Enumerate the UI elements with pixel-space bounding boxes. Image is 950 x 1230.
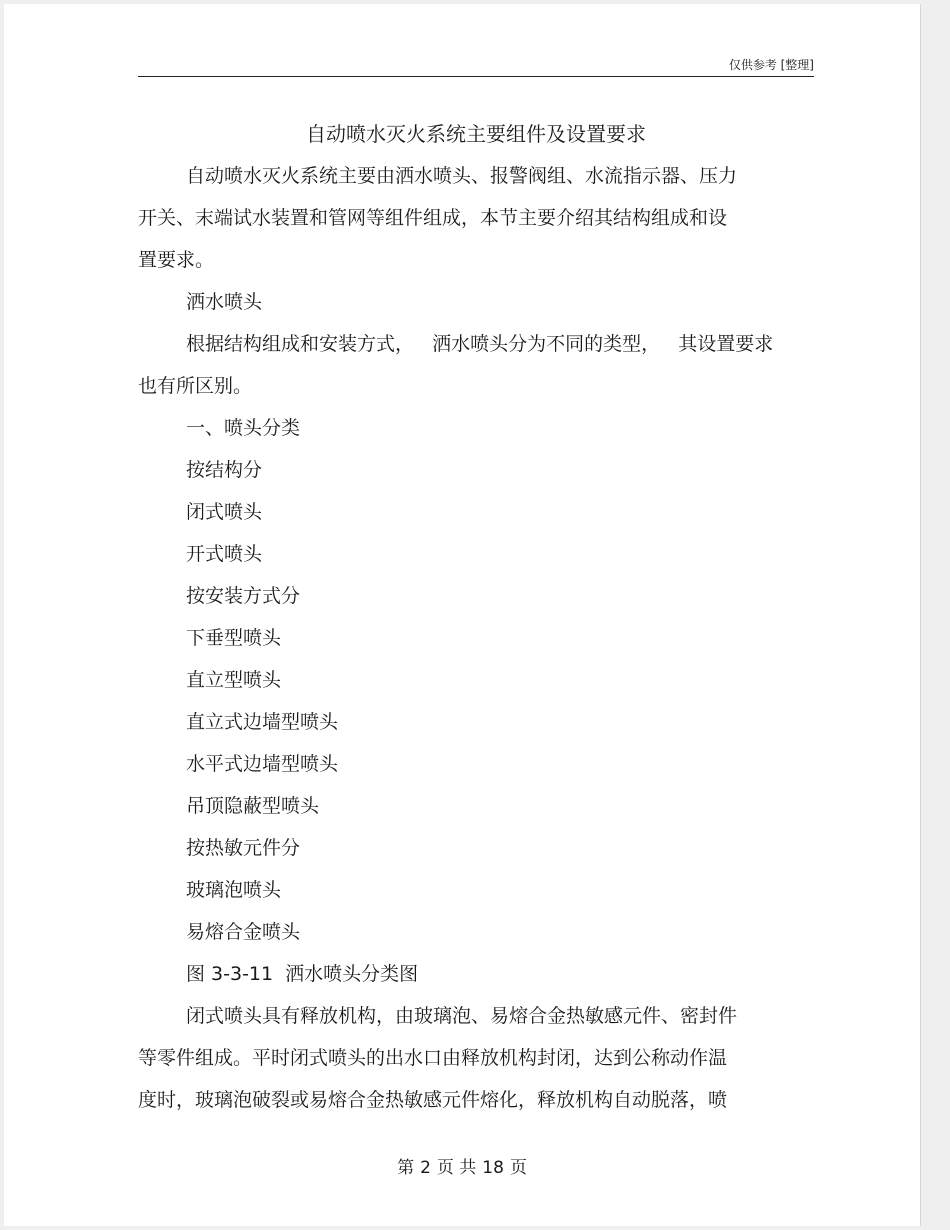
text-line: 玻璃泡喷头 [186,879,282,901]
text-line: 开式喷头 [186,543,263,565]
text-line: 闭式喷头 [186,501,263,523]
document-page [4,4,921,1226]
footer-page-number: 2 [420,1158,431,1178]
text-line: 闭式喷头具有释放机构，由玻璃泡、易熔合金热敏感元件、密封件 [186,1005,738,1027]
text-line: 易熔合金喷头 [186,921,301,943]
document-title: 自动喷水灭火系统主要组件及设置要求 [306,122,646,146]
text-line: 洒水喷头 [186,291,263,313]
footer-suffix: 页 [509,1158,527,1178]
text-line: 直立型喷头 [186,669,282,691]
text-line: 等零件组成。平时闭式喷头的出水口由释放机构封闭，达到公称动作温 [138,1047,728,1069]
text-line: 按结构分 [186,459,263,481]
text-line: 置要求。 [138,249,215,271]
text-line: 吊顶隐蔽型喷头 [186,795,320,817]
page-footer [4,1156,920,1180]
text-line: 开关、末端试水装置和管网等组件组成，本节主要介绍其结构组成和设 [138,207,728,229]
text-line: 按安装方式分 [186,585,301,607]
header-note: 仅供参考 [整理] [728,58,814,72]
text-line: 也有所区别。 [138,375,253,397]
text-line: 根据结构组成和安装方式， 洒水喷头分为不同的类型， 其设置要求 [186,333,774,355]
footer-total-pages: 18 [482,1158,504,1178]
text-line: 度时，玻璃泡破裂或易熔合金热敏感元件熔化，释放机构自动脱落，喷 [138,1089,728,1111]
text-line: 按热敏元件分 [186,837,301,859]
text-line: 自动喷水灭火系统主要由洒水喷头、报警阀组、水流指示器、压力 [186,165,738,187]
footer-middle: 页 共 [436,1158,477,1178]
text-line: 直立式边墙型喷头 [186,711,339,733]
page-header [138,54,814,77]
footer-prefix: 第 [397,1158,415,1178]
document-body [138,113,814,1121]
paragraph-lines [138,155,814,1121]
text-line: 水平式边墙型喷头 [186,753,339,775]
text-line: 图 3-3-11 洒水喷头分类图 [186,963,419,985]
text-line: 一、喷头分类 [186,417,301,439]
text-line: 下垂型喷头 [186,627,282,649]
